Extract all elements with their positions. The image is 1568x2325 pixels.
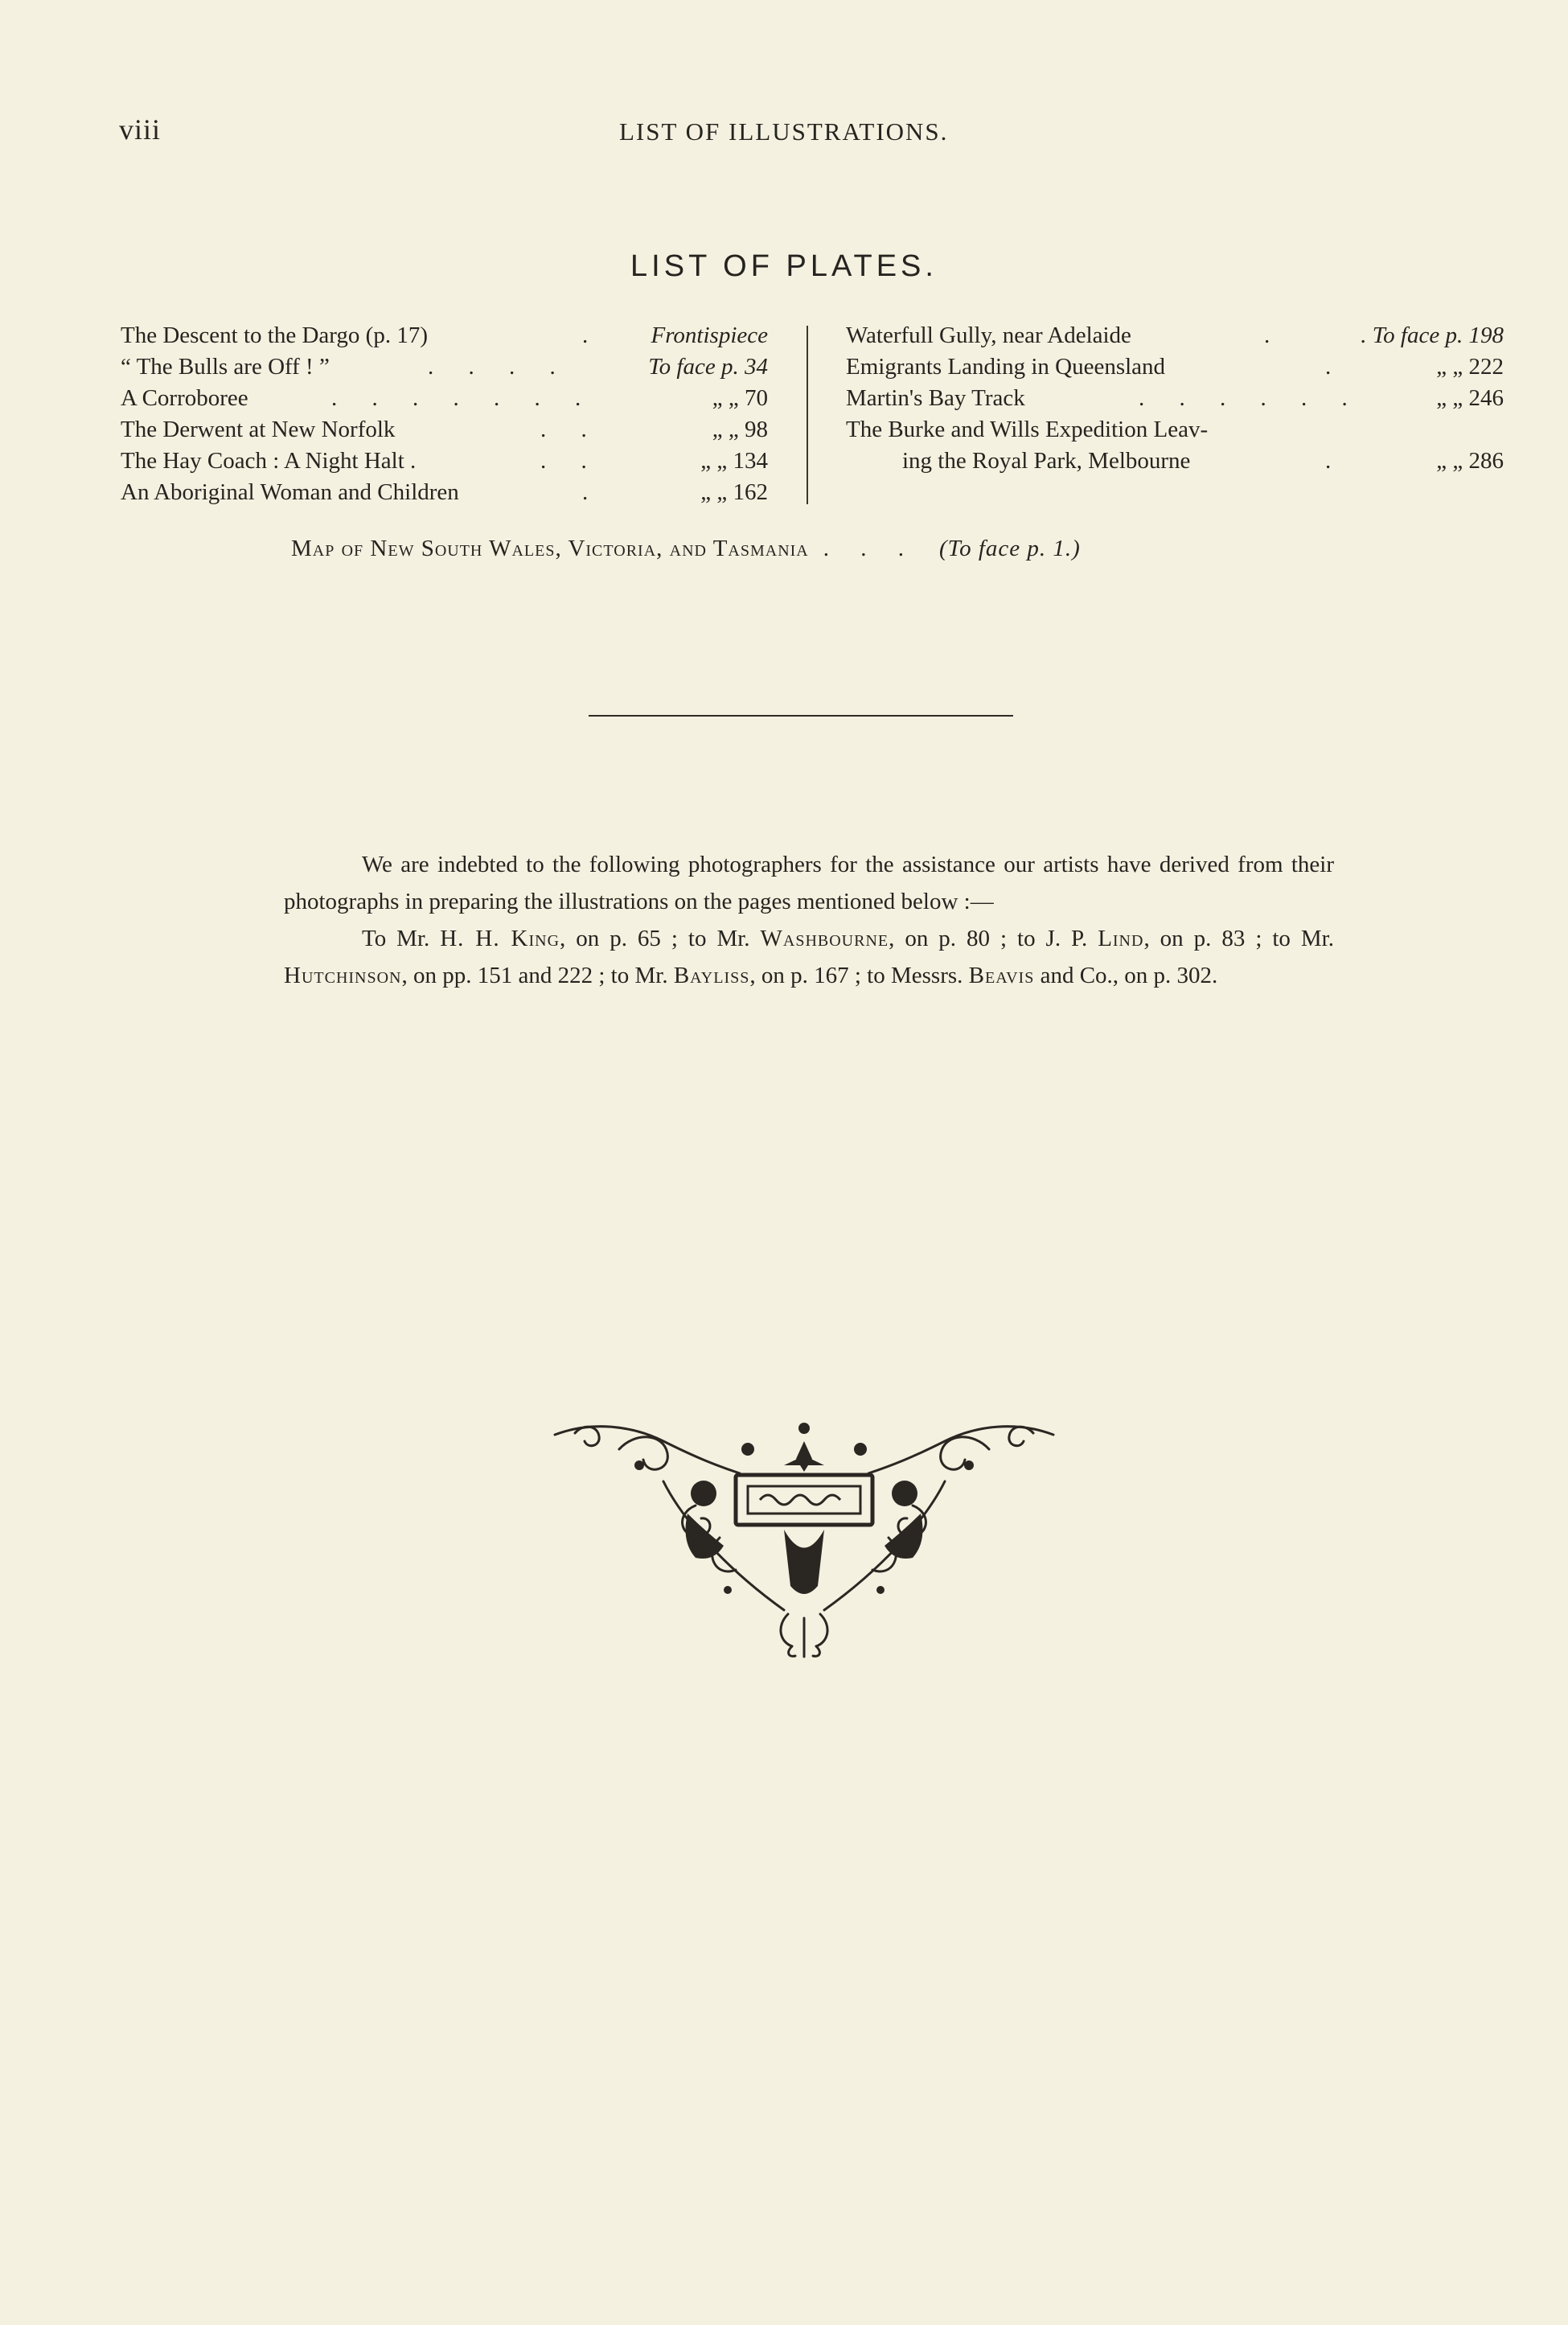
plates-list-left xyxy=(121,320,768,508)
plate-page-ref: „ „ 70 xyxy=(712,385,768,411)
plate-title: Martin's Bay Track xyxy=(846,385,1025,411)
plates-list-right xyxy=(846,320,1504,477)
dot-leader: . . . . . . xyxy=(1139,385,1362,411)
plate-title: Waterfull Gully, near Adelaide xyxy=(846,322,1131,348)
plate-title: Emigrants Landing in Queensland xyxy=(846,354,1166,380)
page-number: viii xyxy=(119,113,162,146)
photographer-name: Bayliss xyxy=(673,963,750,988)
plate-title: “ The Bulls are Off ! ” xyxy=(121,354,330,380)
running-title: LIST OF ILLUSTRATIONS. xyxy=(619,117,949,146)
plate-title: The Hay Coach : A Night Halt . xyxy=(121,448,417,474)
plate-page-ref: „ „ 222 xyxy=(1436,354,1504,380)
acknowledgement-intro: We are indebted to the following photographers for the assistance our artists have derived from their photographs in preparing the illustrations on the pages mentioned below :— xyxy=(284,852,1334,914)
photographer-name: H. H. King xyxy=(440,926,560,951)
dot-leader: . xyxy=(582,322,603,348)
dot-leader: . . . xyxy=(823,536,917,561)
plate-page-ref: „ „ 246 xyxy=(1436,385,1504,411)
acknowledgement xyxy=(284,846,1334,994)
plate-title: The Derwent at New Norfolk xyxy=(121,417,396,442)
plate-entry xyxy=(846,351,1504,383)
plate-page-ref: „ „ 134 xyxy=(700,448,768,474)
plate-entry xyxy=(121,446,768,477)
dot-leader: . . xyxy=(540,448,601,474)
acknowledgement-credits: To Mr. H. H. King, on p. 65 ; to Mr. Washbourne, on p. 80 ; to J. P. Lind, on p. 83 ; to Mr. Hutchinson, on pp. 151 and 222 ; to Mr. Bayliss, on p. 167 ; to Messrs. Beavis and Co., on p. 302. xyxy=(284,926,1334,988)
dot-leader: . xyxy=(1325,354,1346,380)
photographer-name: Washbourne xyxy=(760,926,889,951)
plate-title: ing the Royal Park, Melbourne xyxy=(902,448,1191,474)
photographer-name: Hutchinson xyxy=(284,963,402,988)
plate-entry xyxy=(846,320,1504,351)
plate-page-ref: . To face p. 198 xyxy=(1361,322,1504,348)
plate-entry xyxy=(121,414,768,446)
photographer-name: Lind xyxy=(1098,926,1144,951)
dot-leader: . . xyxy=(540,417,601,442)
scroll-ornament-icon xyxy=(543,1417,1065,1658)
column-rule xyxy=(807,326,808,504)
plate-page-ref: „ „ 286 xyxy=(1436,448,1504,474)
plate-entry xyxy=(121,351,768,383)
plate-entry xyxy=(121,320,768,351)
plate-entry xyxy=(846,383,1504,414)
plate-page-ref: „ „ 98 xyxy=(712,417,768,442)
plate-entry-continuation xyxy=(846,446,1504,477)
plates-heading: LIST OF PLATES. xyxy=(630,249,938,283)
plate-page-ref: Frontispiece xyxy=(651,322,768,348)
plate-title: The Burke and Wills Expedition Leav- xyxy=(846,417,1209,442)
plate-title: A Corroboree xyxy=(121,385,248,411)
plate-entry xyxy=(846,414,1504,446)
plate-title: An Aboriginal Woman and Children xyxy=(121,479,459,505)
plate-title: The Descent to the Dargo (p. 17) xyxy=(121,322,428,348)
dot-leader: . xyxy=(1264,322,1285,348)
dot-leader: . . . . . . . xyxy=(331,385,596,411)
photographer-name: Beavis xyxy=(968,963,1035,988)
plate-page-ref: „ „ 162 xyxy=(700,479,768,505)
plate-entry xyxy=(121,477,768,508)
map-entry xyxy=(291,536,1081,562)
dot-leader: . xyxy=(582,479,603,505)
plate-entry xyxy=(121,383,768,414)
map-title: Map of New South Wales, Victoria, and Tasmania xyxy=(291,536,809,561)
plate-page-ref: To face p. 34 xyxy=(648,354,768,380)
dot-leader: . . . . xyxy=(428,354,570,380)
map-page-ref: (To face p. 1.) xyxy=(939,536,1081,561)
dot-leader: . xyxy=(1325,448,1346,474)
section-divider xyxy=(589,715,1013,717)
